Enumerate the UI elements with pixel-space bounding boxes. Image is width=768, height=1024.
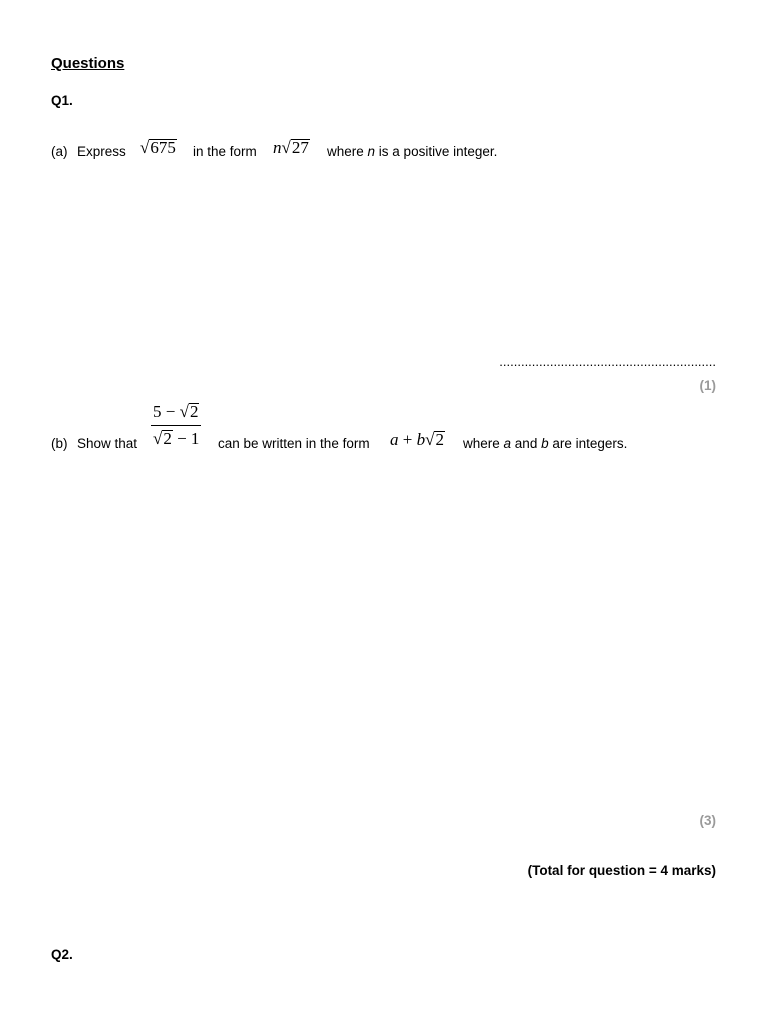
part-b-marks: (3) xyxy=(699,813,716,828)
part-a-tail xyxy=(327,144,497,159)
part-b-mid-text: can be written in the form xyxy=(218,436,370,451)
radical-sign-icon: √ xyxy=(153,429,163,448)
tail-var-n: n xyxy=(367,144,376,159)
tail-pre-text: where xyxy=(463,436,504,451)
tail-var-a: a xyxy=(503,436,512,451)
fraction xyxy=(151,402,201,449)
tail-var-b: b xyxy=(541,436,549,451)
question-total: (Total for question = 4 marks) xyxy=(527,863,716,878)
denominator-radicand: 2 xyxy=(163,429,172,448)
form-plus: + xyxy=(398,430,417,449)
fraction-numerator xyxy=(151,402,201,425)
answer-line[interactable]: ............................................................ xyxy=(499,354,716,369)
radical-sign-icon: √ xyxy=(140,138,150,157)
radical-sign-icon: √ xyxy=(425,430,435,449)
part-a-mid-text: in the form xyxy=(193,144,257,159)
numerator-radicand: 2 xyxy=(189,402,199,421)
part-a-label: (a) xyxy=(51,144,68,159)
fraction-expression xyxy=(151,402,201,449)
part-a-intro: Express xyxy=(77,144,126,159)
fraction-denominator xyxy=(151,425,201,449)
question-1-label: Q1. xyxy=(51,93,73,108)
page-heading: Questions xyxy=(51,55,125,72)
radicand-675: 675 xyxy=(150,138,176,157)
form-radicand-2: 2 xyxy=(435,430,444,449)
part-a-marks: (1) xyxy=(699,378,716,393)
form-var-b: b xyxy=(416,430,426,449)
radical-sign-icon: √ xyxy=(179,402,189,421)
radicand-27: 27 xyxy=(291,138,309,157)
radical-sign-icon: √ xyxy=(281,138,291,157)
tail-and-text: and xyxy=(511,436,542,451)
sqrt-675-expression xyxy=(140,138,177,158)
tail-post-text: are integers. xyxy=(548,436,628,451)
part-b-intro: Show that xyxy=(77,436,138,451)
part-b-tail xyxy=(463,436,627,451)
part-b-label: (b) xyxy=(51,436,68,451)
denominator-tail: − 1 xyxy=(172,429,200,448)
question-2-label: Q2. xyxy=(51,947,73,962)
form-var-a: a xyxy=(390,430,399,449)
tail-post-text: is a positive integer. xyxy=(375,144,498,159)
form-coef-n: n xyxy=(273,138,282,157)
form-n-sqrt-27 xyxy=(273,138,310,158)
tail-pre-text: where xyxy=(327,144,368,159)
form-a-plus-b-sqrt-2 xyxy=(390,430,445,450)
numerator-lead: 5 − xyxy=(153,402,176,421)
